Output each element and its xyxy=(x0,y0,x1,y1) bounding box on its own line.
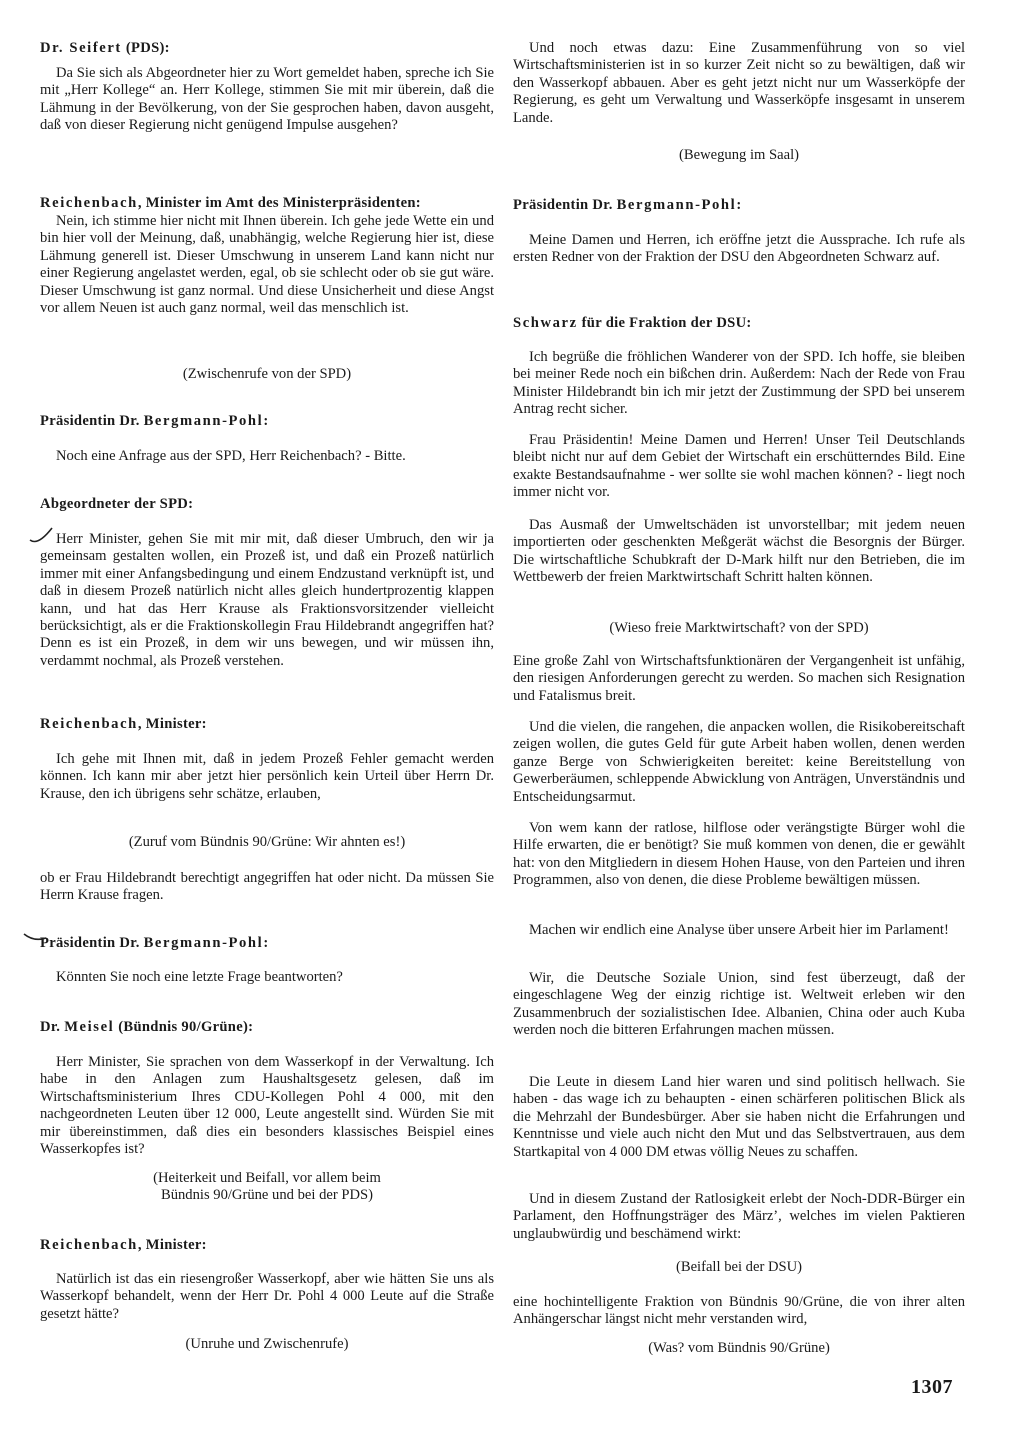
speech-schwarz-p6: Von wem kann der ratlose, hilflose oder verängstigte Bürger wohl die Hilfe erwarten, die er benötigt? Sie muß kommen von denen, die er gewählt hat: von den Mitgliedern in diesem Hohen Hause, von den Parteien und ihren Programmen, also von denen, die diese Probleme bewältigen müssen. xyxy=(513,820,965,889)
speech-schwarz-p10: Und in diesem Zustand der Ratlosigkeit erlebt der Noch-DDR-Bürger ein Parlament, den Hoffnungsträger des März’, welches im vielen Paktieren unglaubwürdig und beschämend wirkt: xyxy=(513,1191,965,1242)
interjection-applause-line-2: Bündnis 90/Grüne und bei der PDS) xyxy=(160,1187,373,1204)
interjection-applause xyxy=(40,1170,494,1205)
speech-seifert: Da Sie sich als Abgeordneter hier zu Wort gemeldet haben, spreche ich Sie mit „Herr Kollege“ an. Herr Kollege, stimmen Sie mit mir überein, daß die Lähmung in der Bevölkerung, von der Sie gesprochen haben, davon ausgeht, daß von dieser Regierung nicht genügend Impulse ausgehen? xyxy=(40,65,494,134)
speaker-schwarz: Schwarz für die Fraktion der DSU: xyxy=(513,315,752,331)
speech-schwarz-p4: Eine große Zahl von Wirtschaftsfunktionären der Vergangenheit ist unfähig, den riesigen Anforderungen gerecht zu werden. So machen sich Resignation und Fatalismus breit. xyxy=(513,653,965,704)
interjection-buendnis: (Zuruf vom Bündnis 90/Grüne: Wir ahnten es!) xyxy=(128,834,406,850)
margin-mark-1 xyxy=(28,524,54,546)
speech-meisel: Herr Minister, Sie sprachen von dem Wasserkopf in der Verwaltung. Ich habe in den Anlagen zum Haushaltsgesetz gelesen, daß im Wirtschaftsministerium Ihres CDU-Kollegen Pohl 4 000, mit den nachgeordneten Leuten über 12 000, Leute angestellt sind. Würden Sie mit mir übereinstimmen, daß dies ein besonders klassisches Beispiel eines Wasserkopfes ist? xyxy=(40,1054,494,1158)
speaker-president-1: Präsidentin Dr. Bergmann-Pohl: xyxy=(40,413,269,429)
speaker-meisel: Dr. Meisel (Bündnis 90/Grüne): xyxy=(40,1019,254,1035)
speech-schwarz-p1: Ich begrüße die fröhlichen Wanderer von der SPD. Ich hoffe, sie bleiben bei meiner Rede noch ein bißchen drin. Außerdem: Nach der Rede von Frau Minister Hildebrandt bin ich mir jetzt der Zustimmung der SPD bei unserem Antrag recht sicher. xyxy=(513,349,965,418)
speaker-spd-member: Abgeordneter der SPD: xyxy=(40,496,194,512)
speech-reichenbach-2-cont: ob er Frau Hildebrandt berechtigt angegriffen hat oder nicht. Da müssen Sie Herrn Krause fragen. xyxy=(40,870,494,904)
speech-reichenbach-3: Natürlich ist das ein riesengroßer Wasserkopf, aber wie hätten Sie uns als Wasserkopf behandelt, wenn der Herr Dr. Pohl 4 000 Leute auf die Straße gesetzt hätte? xyxy=(40,1271,494,1322)
interjection-applause-line-1: (Heiterkeit und Beifall, vor allem beim xyxy=(153,1170,381,1186)
speech-schwarz-p9: Die Leute in diesem Land hier waren und sind politisch hellwach. Sie haben - das wage ich zu behaupten - einen schärferen politischen Blick als die Mehrzahl der Bundesbürger. Aber sie haben nicht die Erfahrungen und Kenntnisse und viele auch nicht den Mut und das Selbstvertrauen, aus dem Startkapital von 4 000 DM etwas völlig Neues zu schaffen. xyxy=(513,1074,965,1160)
page-number: 1307 xyxy=(911,1376,953,1398)
speaker-president-2: Präsidentin Dr. Bergmann-Pohl: xyxy=(40,935,269,951)
speaker-reichenbach-2: Reichenbach, Minister: xyxy=(40,716,207,732)
interjection-what: (Was? vom Bündnis 90/Grüne) xyxy=(648,1340,830,1356)
margin-mark-1-stroke xyxy=(30,528,52,542)
interjection-unrest: (Unruhe und Zwischenrufe) xyxy=(185,1336,349,1352)
margin-mark-2 xyxy=(22,926,48,948)
speaker-reichenbach-3: Reichenbach, Minister: xyxy=(40,1237,207,1253)
speaker-reichenbach-1: Reichenbach, Minister im Amt des Ministerpräsidenten: xyxy=(40,195,421,211)
speech-reichenbach-2: Ich gehe mit Ihnen mit, daß in jedem Prozeß Fehler gemacht werden können. Ich kann mir aber jetzt hier persönlich kein Urteil über Herrn Dr. Krause, den ich übrigens sehr schätze, erlauben, xyxy=(40,751,494,802)
speaker-president-3: Präsidentin Dr. Bergmann-Pohl: xyxy=(513,197,742,213)
interjection-spd: (Zwischenrufe von der SPD) xyxy=(182,366,352,382)
speaker-seifert: Dr. Seifert (PDS): xyxy=(40,40,170,56)
speech-schwarz-p7: Machen wir endlich eine Analyse über unsere Arbeit hier im Parlament! xyxy=(529,922,949,938)
speech-schwarz-p2: Frau Präsidentin! Meine Damen und Herren! Unser Teil Deutschlands bleibt nicht nur auf dem Gebiet der Wirtschaft ein erschütterndes Bild. Eine exakte Bestandsaufnahme - wer sollte sie wohl machen können? - liegt noch immer nicht vor. xyxy=(513,432,965,501)
speech-spd-member: Herr Minister, gehen Sie mit mir mit, daß dieser Umbruch, den wir ja gemeinsam gestalten wollen, ein Prozeß ist, und daß ein Prozeß natürlich immer mit einer Anfangsbedingung und einem Endzustand verknüpft ist, und daß in diesem Prozeß natürlich nicht alles gleich hundertprozentig klappen kann, und hat das Herr Krause als Fraktionsvorsitzender vielleicht berücksichtigt, als er die Fraktionskollegin Frau Hildebrandt angegriffen hat? Denn es ist ein Prozeß, in dem wir uns bewegen, und wir müssen ihn, verdammt nochmal, als Prozeß verstehen. xyxy=(40,531,494,669)
interjection-market: (Wieso freie Marktwirtschaft? von der SPD) xyxy=(609,620,869,636)
speech-schwarz-p11: eine hochintelligente Fraktion von Bündnis 90/Grüne, die von ihrer alten Anhängerschar längst nicht mehr verstanden wird, xyxy=(513,1294,965,1328)
speech-schwarz-p5: Und die vielen, die rangehen, die anpacken wollen, die Risikobereitschaft zeigen wollen, die gutes Geld für gute Arbeit haben wollen, denen werden ganze Berge von Schwierigkeiten bereitet: keine Bereitstellung von Gewerberäumen, schleppende Abwicklung von Anträgen, Unverständnis und Entscheidungsarmut. xyxy=(513,719,965,805)
interjection-movement: (Bewegung im Saal) xyxy=(679,147,799,163)
interjection-dsu-applause: (Beifall bei der DSU) xyxy=(675,1259,803,1275)
speech-schwarz-p3: Das Ausmaß der Umweltschäden ist unvorstellbar; mit jedem neuen importierten oder geschenkten Meßgerät wächst die Besorgnis der Bürger. Die wirtschaftliche Schubkraft der D-Mark hilft nur den Betrieben, die im Wettbewerb der freien Marktwirtschaft Schritt halten können. xyxy=(513,517,965,586)
speech-reichenbach-3-cont: Und noch etwas dazu: Eine Zusammenführung von so viel Wirtschaftsministerien ist in so kurzer Zeit nicht so zu bewältigen, daß wir den Wasserkopf abbauen. Aber es geht jetzt nicht nur um Wasserköpfe der Regierung, es geht um Verwaltung und Wasserköpfe insgesamt in unserem Lande. xyxy=(513,40,965,126)
speech-president-1: Noch eine Anfrage aus der SPD, Herr Reichenbach? - Bitte. xyxy=(56,448,406,464)
speech-president-3: Meine Damen und Herren, ich eröffne jetzt die Aussprache. Ich rufe als ersten Redner von der Fraktion der DSU den Abgeordneten Schwarz auf. xyxy=(513,232,965,266)
speech-reichenbach-1: Nein, ich stimme hier nicht mit Ihnen überein. Ich gehe jede Wette ein und bin hier voll der Meinung, daß, unabhängig, welche Regierung hier ist, diese Lähmung generell ist. Dieser Umschwung in unserem Land kann nicht nur einer Regierung angelastet werden, egal, ob sie schlecht oder ob sie gut wäre. Dieser Umschwung ist ganz normal. Und diese Unsicherheit und diese Angst vor allem Neuen ist auch ganz normal, weil das menschlich ist. xyxy=(40,213,494,317)
speech-president-2: Könnten Sie noch eine letzte Frage beantworten? xyxy=(56,969,343,985)
margin-mark-2-stroke xyxy=(24,934,46,939)
speech-schwarz-p8: Wir, die Deutsche Soziale Union, sind fest überzeugt, daß der eingeschlagene Weg der einzig richtige ist. Weltweit erleben wir den Zusammenbruch der sozialistischen Idee. Albanien, China oder auch Kuba werden noch die bitteren Erfahrungen machen müssen. xyxy=(513,970,965,1039)
